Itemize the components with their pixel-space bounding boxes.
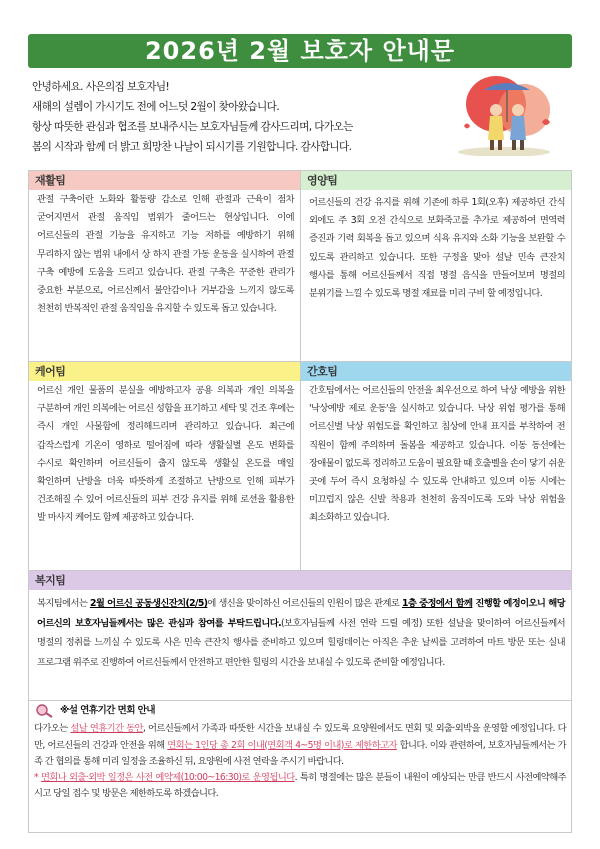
notice-holiday-highlight: 설날 연휴기간 동안	[70, 723, 143, 735]
welfare-birthday-highlight: 2월 어르신 공동생신잔치(2/5)	[89, 598, 208, 609]
notice-title-text: ※설 연휴기간 면회 안내	[60, 705, 155, 716]
nutrition-body: 어르신들의 건강 유지를 위해 기존에 하루 1회(오후) 제공하던 간식 외에도 주 3회 오전 간식으로 보화죽고를 추가로 제공하여 면역력 증진과 기력 회복을 돕고 있으며 식욕 유지와 소화 기능을 보완할 수 있도록 관리하고 있습니다. 또한 구정을 맞아 설날 민속 큰잔치 행사를 통해 어르신들께서 직접 명절 음식을 만들어보며 명절의 분위기를 느낄 수 있도록 명절 재료를 미리 구비 할 예정입니다.	[309, 197, 565, 300]
notice-asterisk: *	[34, 772, 41, 784]
notice-title	[34, 703, 566, 719]
intro-line: 항상 따뜻한 관심과 협조를 보내주시는 보호자님들께 감사드리며, 다가오는	[32, 121, 353, 133]
welfare-request-text: 진행할 예정이오니 해당 어르신의 보호자님들께서는 많은 관심과 참여를 부탁드립니다.	[37, 598, 566, 629]
nutrition-header: 영양팀	[301, 171, 571, 190]
intro-line: 안녕하세요. 사은의집 보호자님!	[32, 81, 170, 93]
nursing-body: 간호팀에서는 어르신들의 안전을 최우선으로 하여 낙상 예방을 위한 '낙상예방 제로 운동'을 실시하고 있습니다. 낙상 위험 평가를 통해 어르신별 낙상 위험도를 확인하고 침상에 안내 표지를 부착하여 전 직원이 함께 주의하며 돌봄을 제공하고 있습니다. 이동 동선에는 장애물이 없도록 정리하고 도움이 필요할 때 호출벨을 손이 닿기 쉬운 곳에 두어 즉시 요청하실 수 있도록 안내하고 있으며 이동 시에는 미끄럽지 않은 신발 착용과 천천히 움직이도록 도와 낙상 위험을 최소화하고 있습니다.	[309, 385, 565, 524]
welfare-text: 복지팀에서는	[37, 598, 90, 609]
page-title: 2026년 2월 보호자 안내문	[28, 34, 572, 68]
welfare-location-highlight: 1층 중정에서 함께	[401, 598, 473, 609]
magnifier-icon	[34, 704, 54, 718]
rehab-body: 관절 구축이란 노화와 활동량 감소로 인해 관절과 근육이 점차 굳어지면서 관절 움직임 범위가 줄어드는 현상입니다. 이에 어르신들의 관절 기능을 유지하고 기능 저하를 예방하기 위해 무리하지 않는 범위 내에서 상 하지 관절 가동 운동을 실시하여 관절 구축 예방에 도움을 드리고 있습니다. 관절 구축은 꾸준한 관리가 중요한 부분으로, 어르신께서 불안감이나 거부감을 느끼지 않도록 천천히 반복적인 관절 움직임을 유지할 수 있도록 돕고 있습니다.	[37, 194, 294, 315]
holiday-visit-notice	[34, 703, 566, 803]
nursing-section	[301, 362, 571, 570]
nursing-header: 간호팀	[301, 362, 571, 381]
welfare-text: (보호자님들께 사전 연락 드릴 예정) 또한 설날을 맞이하여 어르신들께서 명절의 정취를 느끼실 수 있도록 사은 민속 큰잔치 행사를 준비하고 있으며 힐링데이는 아직은 추운 날씨를 고려하여 마트 방문 또는 실내 프로그램 위주로 진행하여 어르신들께서 안전하고 편안한 힐링의 시간을 보내실 수 있도록 준비할 예정입니다.	[37, 617, 565, 668]
intro-line: 봄의 시작과 함께 더 밝고 희망찬 나날이 되시기를 기원합니다. 감사합니다.	[32, 141, 352, 153]
notice-text: , 어르신들께서 가족과 따뜻한 시간을 보내실 수 있도록 요양원에서도 면회 및 외출·외박을 운영할 예정입니다. 다만, 어르신들의 건강과 안전을 위해	[34, 723, 566, 751]
rehab-section	[29, 171, 300, 361]
welfare-body	[29, 590, 571, 672]
care-body: 어르신 개인 물품의 분실을 예방하고자 공용 의복과 개인 의복을 구분하여 개인 의복에는 어르신 성함을 표기하고 세탁 및 건조 후에는 즉시 개인 사물함에 정리해드리며 관리하고 있습니다. 최근에 갑작스럽게 기온이 영하로 떨어짐에 따라 생활실별 온도 변화를 수시로 확인하며 어르신들이 춥지 않도록 생활실 온도를 매일 확인하며 난방을 더욱 따뜻하게 조절하고 난방으로 인해 피부가 건조해질 수 있어 어르신들의 피부 건강 유지를 위해 로션을 활용한 발 마사지 케어도 함께 제공하고 있습니다.	[37, 385, 294, 524]
nutrition-section	[301, 171, 571, 361]
notice-text: 다가오는	[34, 723, 71, 735]
notice-text: . 특히 명절에는 많은 분들이 내원이 예상되는 만큼 반드시 사전예약해주시고 당일 접수 및 방문은 제한하도록 하겠습니다.	[34, 772, 566, 800]
row-divider	[28, 700, 572, 701]
welfare-header: 복지팀	[29, 571, 571, 590]
care-section	[29, 362, 300, 570]
notice-reservation	[34, 770, 566, 803]
care-header: 케어팀	[29, 362, 300, 381]
elderly-couple-illustration	[444, 74, 564, 156]
welfare-text: 에 생신을 맞이하신 어르신들의 인원이 많은 관계로	[207, 598, 402, 609]
notice-limit-highlight: 면회는 1인당 총 2회 이내(면회객 4~5명 이내)로 제한하고자	[167, 739, 397, 751]
notice-text: 합니다. 이와 관련하여, 보호자님들께서는 가족 간 협의를 통해 미리 일정을 조율하신 뒤, 요양원에 사전 연락을 주시기 바랍니다.	[34, 739, 567, 767]
notice-reservation-highlight: 면회나 외출·외박 일정은 사전 예약제(10:00~16:30)로 운영됩니다	[40, 772, 295, 784]
rehab-header: 재활팀	[29, 171, 300, 190]
welfare-section	[29, 571, 571, 700]
notice-body	[34, 721, 566, 770]
intro-line: 새해의 설렘이 가시기도 전에 어느덧 2월이 찾아왔습니다.	[32, 101, 280, 113]
intro-text	[32, 77, 442, 157]
